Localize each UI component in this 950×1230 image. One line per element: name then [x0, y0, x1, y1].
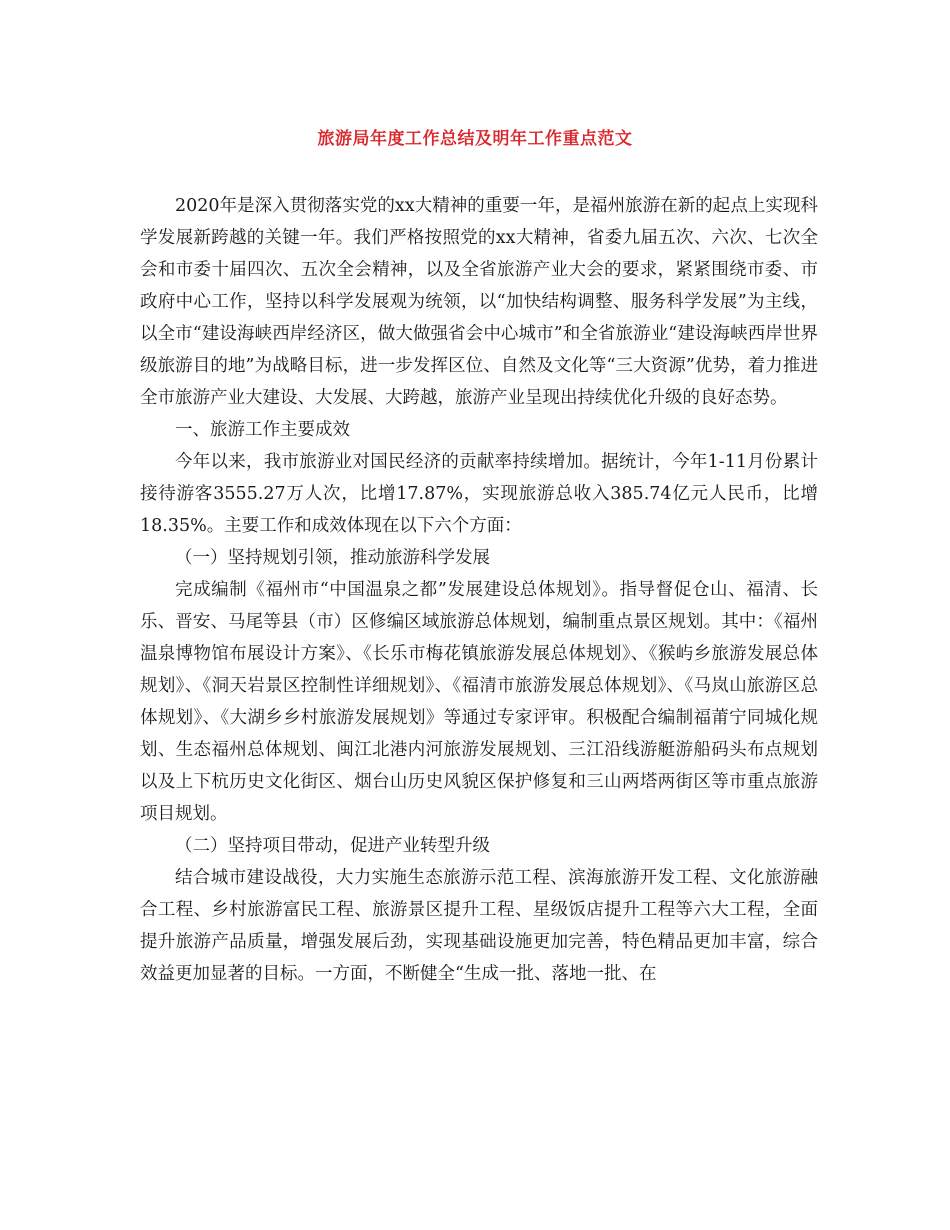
subsection-heading-2: （二）坚持项目带动，促进产业转型升级: [175, 836, 490, 856]
document-title: 旅游局年度工作总结及明年工作重点范文: [317, 129, 633, 149]
paragraph-intro: 2020年是深入贯彻落实党的xx大精神的重要一年，是福州旅游在新的起点上实现科学发展新跨越的关键一年。我们严格按照党的xx大精神，省委九届五次、六次、七次全会和市委十届四次、五次全会精神，以及全省旅游产业大会的要求，紧紧围绕市委、市政府中心工作，坚持以科学发展观为统领，以“加快结构调整、服务科学发展”为主线，以全市“建设海峡西岸经济区，做大做强省会中心城市”和全省旅游业“建设海峡西岸世界级旅游目的地”为战略目标，进一步发挥区位、自然及文化等“三大资源”优势，着力推进全市旅游产业大建设、大发展、大跨越，旅游产业呈现出持续优化升级的良好态势。: [140, 196, 818, 408]
paragraph-projects: 结合城市建设战役，大力实施生态旅游示范工程、滨海旅游开发工程、文化旅游融合工程、乡村旅游富民工程、旅游景区提升工程、星级饭店提升工程等六大工程，全面提升旅游产品质量，增强发展后劲，实现基础设施更加完善，特色精品更加丰富，综合效益更加显著的目标。一方面，不断健全“生成一批、落地一批、在: [140, 868, 818, 984]
subsection-heading-1: （一）坚持规划引领，推动旅游科学发展: [175, 548, 490, 568]
paragraph-planning: 完成编制《福州市“中国温泉之都”发展建设总体规划》。指导督促仓山、福清、长乐、晋安、马尾等县（市）区修编区域旅游总体规划，编制重点景区规划。其中：《福州温泉博物馆布展设计方案》、《长乐市梅花镇旅游发展总体规划》、《猴屿乡旅游发展总体规划》、《洞天岩景区控制性详细规划》、《福清市旅游发展总体规划》、《马岚山旅游区总体规划》、《大湖乡乡村旅游发展规划》等通过专家评审。积极配合编制福莆宁同城化规划、生态福州总体规划、闽江北港内河旅游发展规划、三江沿线游艇游船码头布点规划以及上下杭历史文化街区、烟台山历史风貌区保护修复和三山两塔两街区等市重点旅游项目规划。: [140, 580, 818, 824]
document-body: [140, 190, 818, 990]
paragraph-statistics: 今年以来，我市旅游业对国民经济的贡献率持续增加。据统计，今年1-11月份累计接待游客3555.27万人次，比增17.87%，实现旅游总收入385.74亿元人民币，比增18.35%。主要工作和成效体现在以下六个方面：: [140, 452, 818, 536]
section-heading-1: 一、旅游工作主要成效: [175, 420, 350, 440]
